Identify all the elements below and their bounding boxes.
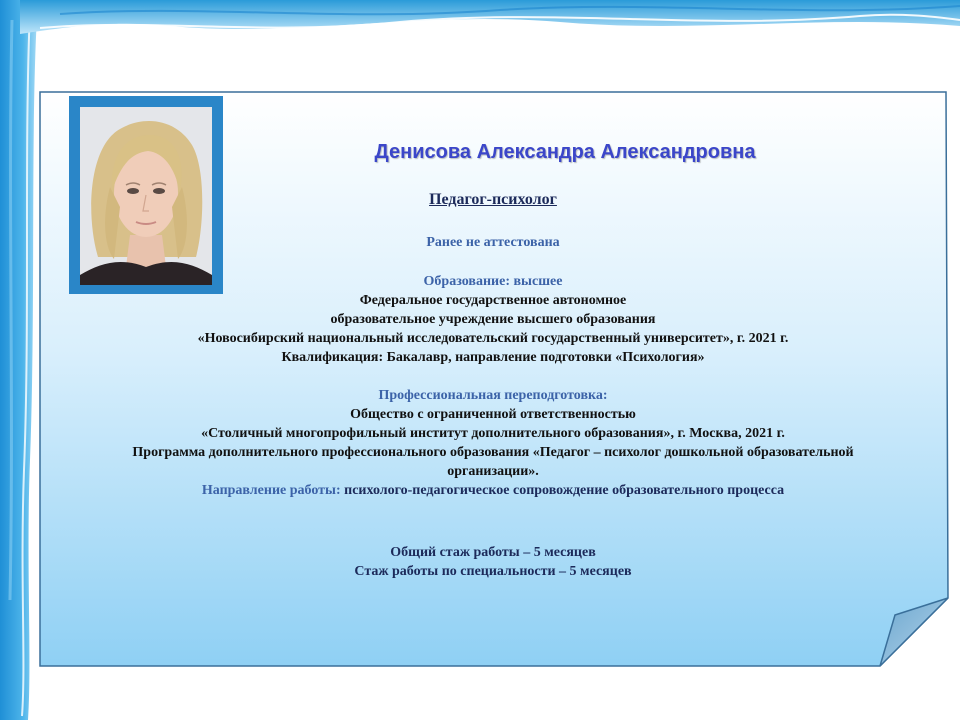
work-direction (60, 481, 926, 500)
education-label: Образование: высшее (423, 274, 563, 289)
person-name: Денисова Александра Александровна (374, 141, 756, 163)
retraining-line: «Столичный многопрофильный институт дополнительного образования», г. Москва, 2021 г. (201, 426, 785, 441)
education-line: «Новосибирский национальный исследовательский государственный университет», г. 2021 г. (197, 331, 789, 346)
work-direction-value: психолого-педагогическое сопровождение образовательного процесса (340, 483, 785, 498)
portrait-photo (80, 107, 212, 285)
work-direction-label: Направление работы: (201, 483, 341, 498)
retraining-section (60, 386, 926, 500)
retraining-line: Программа дополнительного профессионального образования «Педагог – психолог дошкольной образовательной (132, 445, 854, 460)
education-section (60, 272, 926, 367)
attestation-status: Ранее не аттестована (426, 235, 560, 250)
experience-section (60, 543, 926, 581)
retraining-label: Профессиональная переподготовка: (378, 388, 608, 403)
education-line: Квалификация: Бакалавр, направление подготовки «Психология» (281, 350, 705, 365)
education-line: образовательное учреждение высшего образования (330, 312, 656, 327)
position-title: Педагог-психолог (429, 191, 557, 208)
total-experience: Общий стаж работы – 5 месяцев (390, 545, 596, 560)
specialty-experience: Стаж работы по специальности – 5 месяцев (354, 564, 632, 579)
education-line: Федеральное государственное автономное (359, 293, 627, 308)
retraining-line: организации». (447, 464, 539, 479)
retraining-line: Общество с ограниченной ответственностью (350, 407, 636, 422)
